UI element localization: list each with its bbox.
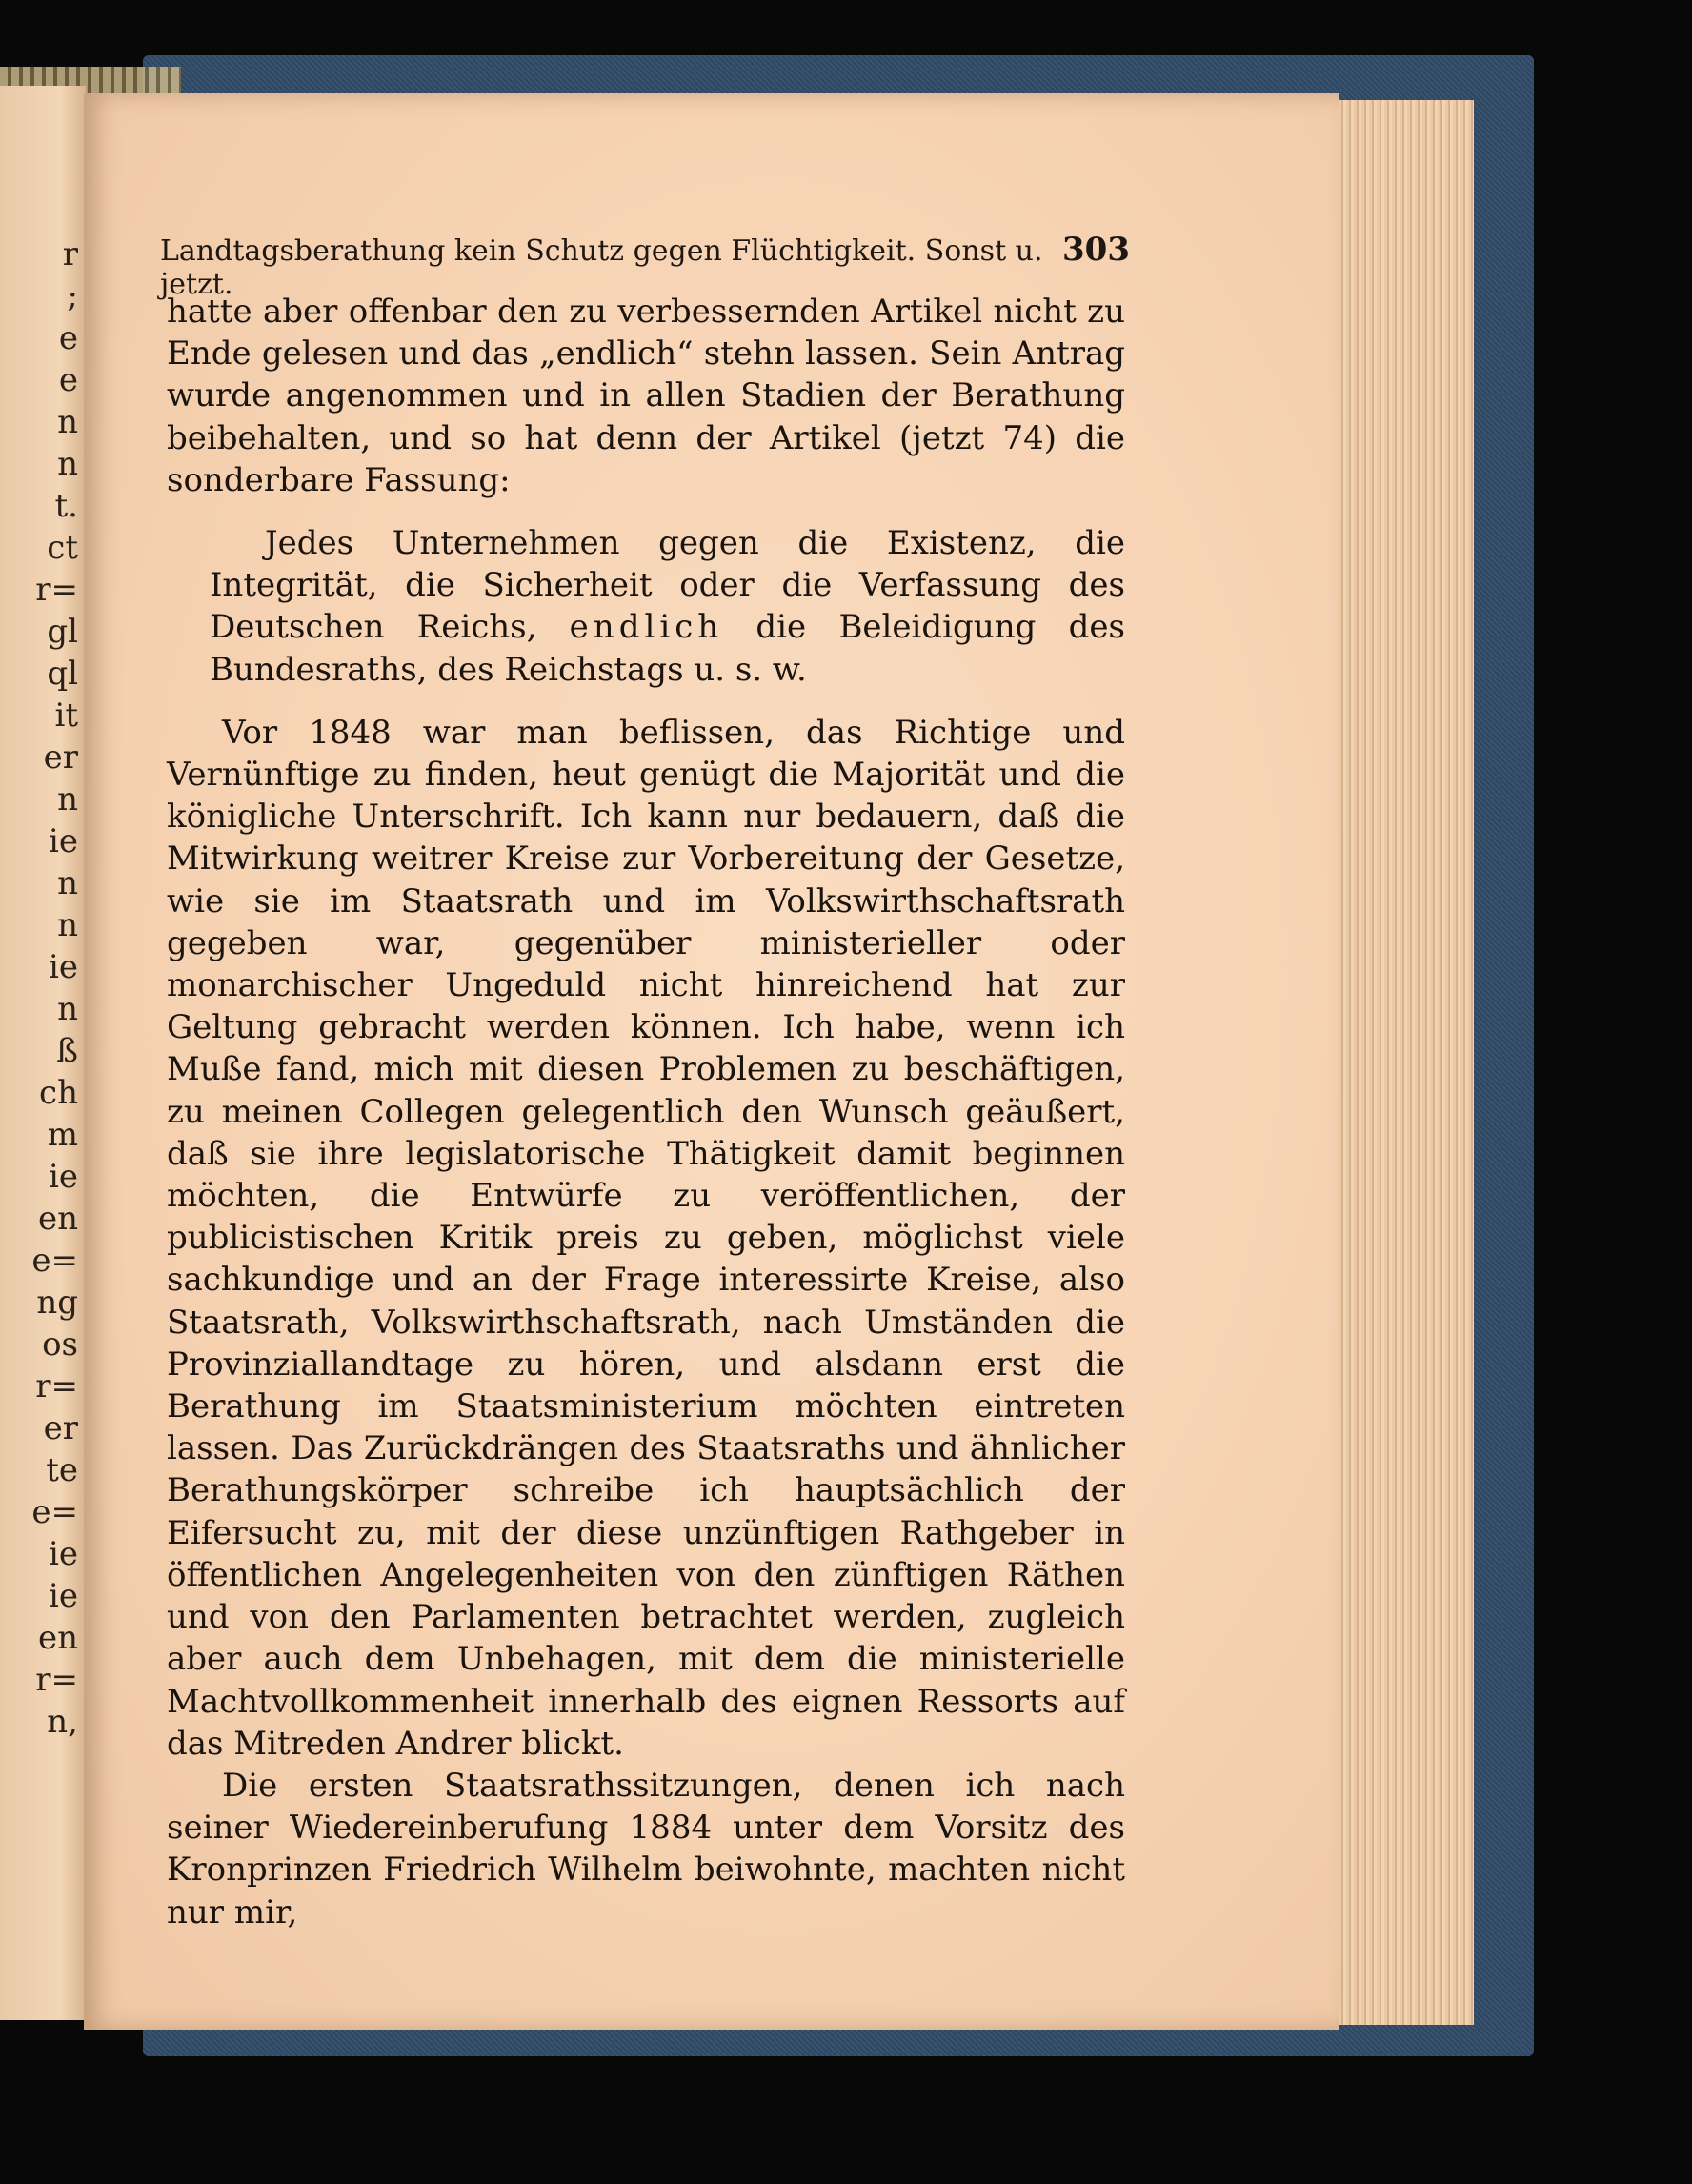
left-page-fragment: gl [47, 613, 78, 651]
running-title: Landtagsberathung kein Schutz gegen Flüchtigkeit. Sonst u. jetzt. [160, 234, 1043, 301]
left-page-fragment: r= [35, 1367, 78, 1405]
left-page-fragment: r [62, 235, 78, 273]
quote-part-2: die Beleidigung des Bundesraths, des Reichstags u. s. w. [210, 608, 1125, 689]
left-page-fragment: n [57, 780, 78, 819]
left-page-fragment: ie [49, 1577, 78, 1615]
left-page-fragment: ie [49, 822, 78, 860]
left-page-fragment: n [57, 864, 78, 902]
left-page-fragment: m [47, 1116, 78, 1154]
left-page-fragment: er [43, 1409, 78, 1447]
left-page-fragment: ie [49, 1535, 78, 1573]
left-page-fragment: e [58, 319, 78, 357]
left-page-fragment: t. [54, 487, 78, 525]
left-page-fragment: e [58, 361, 78, 399]
left-page-fragment: er [43, 738, 78, 777]
left-page-fragment: en [37, 1200, 78, 1238]
page-stack-edges [1329, 100, 1474, 2025]
left-page-fragment: n [57, 906, 78, 944]
left-page-fragment: n [57, 403, 78, 441]
previous-page-edge [0, 86, 86, 2020]
left-page-fragment: it [54, 697, 78, 735]
left-page-fragment: e= [31, 1493, 78, 1531]
page-number: 303 [1062, 231, 1130, 269]
left-page-fragment: ie [49, 1158, 78, 1196]
page-body [167, 291, 1125, 1933]
left-page-fragment: ; [67, 277, 78, 315]
paragraph-1: hatte aber offenbar den zu verbessernden Artikel nicht zu Ende gelesen und das „endlich“ stehn lassen. Sein Antrag wurde angenommen und in allen Stadien der Berathung beibehalten, und so hat denn der Artikel (jetzt 74) die sonderbare Fassung: [167, 293, 1125, 499]
left-page-fragment: ct [47, 529, 78, 567]
left-page-fragment: ch [39, 1074, 78, 1112]
left-page-fragment: te [46, 1451, 78, 1489]
left-page-fragment: ie [49, 948, 78, 986]
quote-emphasis: endlich [569, 608, 724, 647]
paragraph-3: Die ersten Staatsrathssitzungen, denen ich nach seiner Wiedereinberufung 1884 unter dem Vorsitz des Kronprinzen Friedrich Wilhelm beiwohnte, machten nicht nur mir, [167, 1766, 1125, 1931]
left-page-fragment: ql [47, 655, 78, 693]
left-page-fragment: ß [56, 1032, 78, 1070]
left-page-fragment: n, [47, 1703, 78, 1741]
left-page-fragment: ng [36, 1284, 78, 1322]
left-page-fragment: r= [35, 1661, 78, 1699]
left-page-fragment: e= [31, 1242, 78, 1280]
quote-part-1: Jedes Unternehmen gegen die Existenz, die Integrität, die Sicherheit oder die Verfassung des Deutschen Reichs, [210, 524, 1125, 647]
left-page-fragment: r= [35, 571, 78, 609]
paragraph-2: Vor 1848 war man beflissen, das Richtige und Vernünftige zu finden, heut genügt die Majorität und die königliche Unterschrift. Ich kann nur bedauern, daß die Mitwirkung weitrer Kreise zur Vorbereitung der Gesetze, wie sie im Staatsrath und im Volkswirthschaftsrath gegeben war, gegenüber ministerieller oder monarchischer Ungeduld nicht hinreichend hat zur Geltung gebracht werden können. Ich habe, wenn ich Muße fand, mich mit diesen Problemen zu beschäftigen, zu meinen Collegen gelegentlich den Wunsch geäußert, daß sie ihre legislatorische Thätigkeit damit beginnen möchten, die Entwürfe zu veröffentlichen, der publicistischen Kritik preis zu geben, möglichst viele sachkundige und an der Frage interessirte Kreise, also Staatsrath, Volkswirthschaftsrath, nach Umständen die Provinziallandtage zu hören, und alsdann erst die Berathung im Staatsministerium möchten eintreten lassen. Das Zurückdrängen des Staatsraths und ähnlicher Berathungskörper schreibe ich hauptsächlich der Eifersucht zu, mit der diese unzünftigen Rathgeber in öffentlichen Angelegenheiten von den zünftigen Räthen und von den Parlamenten betrachtet werden, zugleich aber auch dem Unbehagen, mit dem die ministerielle Machtvollkommenheit innerhalb des eignen Ressorts auf das Mitreden Andrer blickt. [167, 713, 1125, 1763]
left-page-fragment: n [57, 445, 78, 483]
left-page-fragment: n [57, 990, 78, 1028]
left-page-fragment: en [37, 1619, 78, 1657]
left-page-fragment: os [42, 1325, 78, 1364]
quoted-article [210, 522, 1125, 691]
